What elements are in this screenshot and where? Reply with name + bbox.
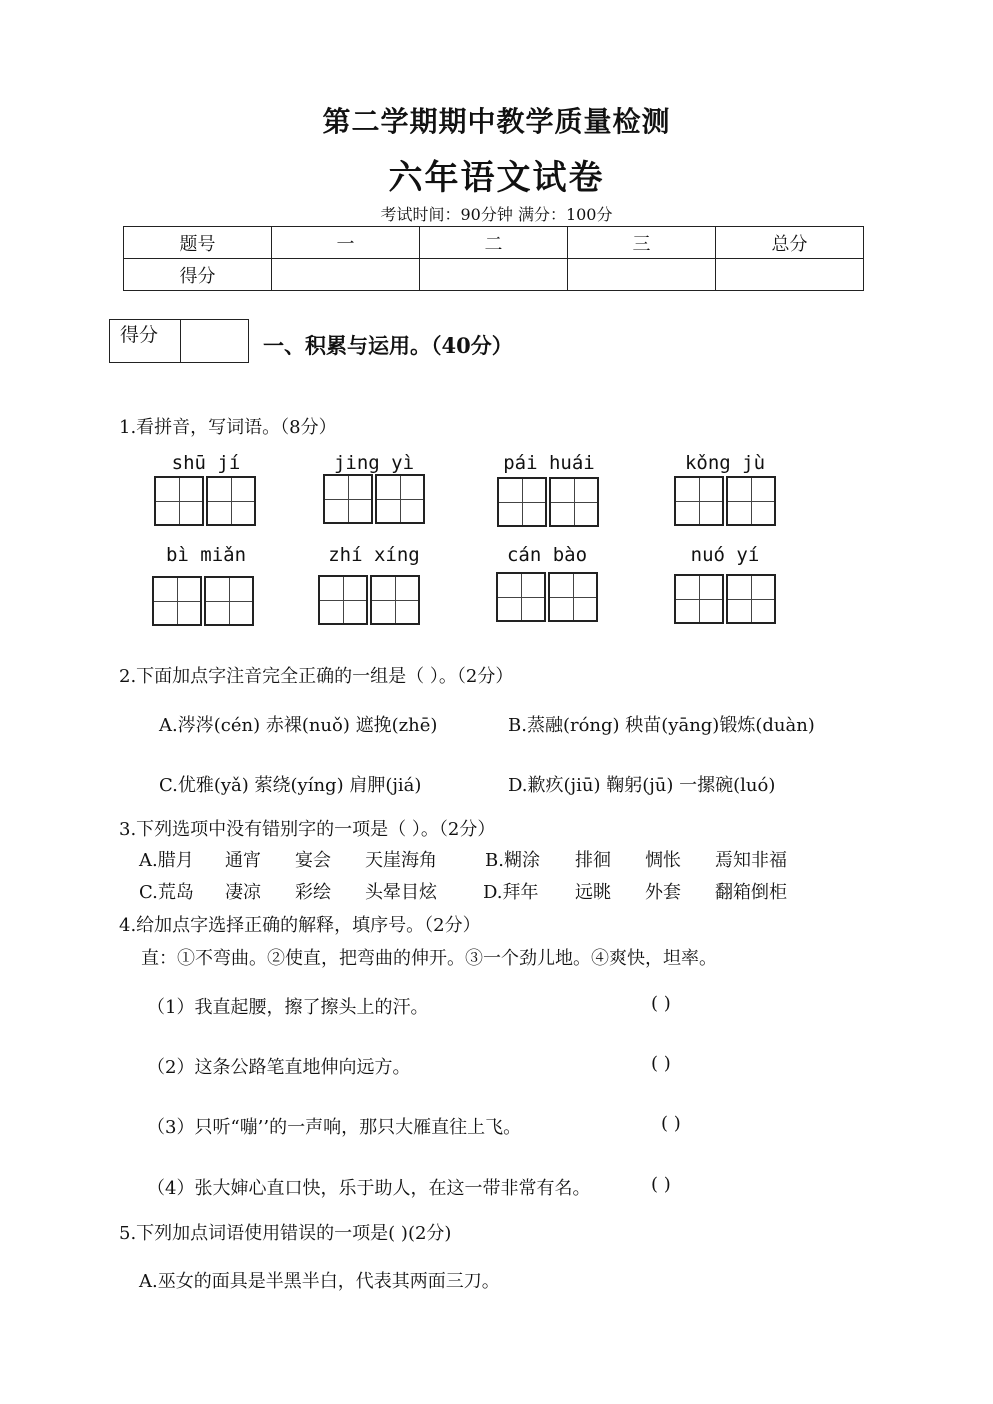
score-table-header-row: [124, 227, 864, 259]
score-table-blank-cell[interactable]: [272, 259, 420, 291]
option-d[interactable]: D.歉疚(jiū) 鞠躬(jū) 一摞碗(luó): [508, 775, 776, 796]
pinyin-label: pái huái: [503, 452, 595, 474]
question-1: 1.看拼音，写词语。（8分）: [119, 417, 337, 438]
score-table-blank-cell[interactable]: [716, 259, 864, 291]
pinyin-label: zhí xíng: [328, 544, 420, 566]
score-table: [123, 226, 864, 291]
option-a[interactable]: A.巫女的面具是半黑半白，代表其两面三刀。: [139, 1271, 500, 1292]
exam-title: 第二学期期中教学质量检测: [322, 105, 671, 138]
word-item: 排徊: [575, 850, 611, 871]
score-table-cell: 题号: [124, 227, 272, 259]
word-item: 翻箱倒柜: [715, 882, 787, 903]
pinyin-label: bì miǎn: [165, 544, 247, 566]
question-3: 3.下列选项中没有错别字的一项是（ ）。（2分）: [119, 819, 496, 840]
sub-question: （3）只听“嘣’’的一声响，那只大雁直往上飞。: [147, 1117, 522, 1138]
exam-subject-title: 六年语文试卷: [388, 158, 605, 198]
exam-info: 考试时间：90分钟 满分：100分: [380, 205, 613, 224]
pinyin-label: shū jí: [171, 452, 241, 474]
question-4: 4.给加点字选择正确的解释，填序号。（2分）: [119, 915, 481, 936]
pinyin-label: jing yì: [333, 452, 415, 474]
pinyin-label: nuó yí: [690, 544, 760, 566]
writing-grid-box[interactable]: [152, 576, 202, 626]
score-table-blank-cell[interactable]: [420, 259, 568, 291]
answer-blank[interactable]: ( ): [651, 993, 671, 1014]
word-item: 凄凉: [225, 882, 261, 903]
writing-grid-box[interactable]: [726, 476, 776, 526]
answer-blank[interactable]: ( ): [661, 1113, 681, 1134]
writing-grid-box[interactable]: [674, 476, 724, 526]
sub-question: （2）这条公路笔直地伸向远方。: [147, 1057, 411, 1078]
definition-list: 直：①不弯曲。②使直，把弯曲的伸开。③一个劲儿地。④爽快，坦率。: [141, 948, 717, 969]
writing-grid-box[interactable]: [548, 572, 598, 622]
writing-grid-box[interactable]: [323, 474, 373, 524]
writing-grid-box[interactable]: [726, 574, 776, 624]
writing-grid-box[interactable]: [674, 574, 724, 624]
section-title: 一、积累与运用。（40分）: [263, 333, 513, 358]
pinyin-label: cán bào: [506, 544, 588, 566]
score-table-score-row: [124, 259, 864, 291]
answer-blank[interactable]: ( ): [651, 1174, 671, 1195]
writing-grid-box[interactable]: [154, 476, 204, 526]
section-score-label: 得分: [120, 324, 159, 346]
writing-grid-box[interactable]: [370, 575, 420, 625]
section-score-divider: [180, 320, 181, 362]
word-item: 远眺: [575, 882, 611, 903]
option-a[interactable]: A.涔涔(cén) 赤裸(nuǒ) 遮挽(zhē): [159, 715, 438, 736]
score-table-cell: 三: [568, 227, 716, 259]
score-table-cell: 总分: [716, 227, 864, 259]
word-item: 头晕目炫: [365, 882, 437, 903]
sub-question: （1）我直起腰，擦了擦头上的汗。: [147, 997, 429, 1018]
score-table-cell: 二: [420, 227, 568, 259]
writing-grid-box[interactable]: [496, 572, 546, 622]
score-table-cell: 一: [272, 227, 420, 259]
word-item: 焉知非福: [715, 850, 787, 871]
writing-grid-box[interactable]: [204, 576, 254, 626]
writing-grid-box[interactable]: [375, 474, 425, 524]
option-b[interactable]: B.蒸融(róng) 秧苗(yāng)锻炼(duàn): [508, 715, 815, 736]
question-5: 5.下列加点词语使用错误的一项是( )(2分): [119, 1223, 452, 1244]
word-item: 通宵: [225, 850, 261, 871]
word-item: 彩绘: [295, 882, 331, 903]
word-item: 天崖海角: [365, 850, 437, 871]
question-2: 2.下面加点字注音完全正确的一组是（ ）。（2分）: [119, 666, 514, 687]
option-b[interactable]: B.糊涂: [485, 850, 540, 871]
pinyin-label: kǒng jù: [684, 452, 766, 474]
writing-grid-box[interactable]: [206, 476, 256, 526]
writing-grid-box[interactable]: [497, 477, 547, 527]
sub-question: （4）张大婶心直口快，乐于助人，在这一带非常有名。: [147, 1178, 591, 1199]
option-a[interactable]: A.腊月: [139, 850, 194, 871]
word-item: 惆怅: [645, 850, 681, 871]
option-c[interactable]: C.荒岛: [139, 882, 194, 903]
writing-grid-box[interactable]: [549, 477, 599, 527]
answer-blank[interactable]: ( ): [651, 1053, 671, 1074]
word-item: 宴会: [295, 850, 331, 871]
score-table-blank-cell[interactable]: [568, 259, 716, 291]
option-d[interactable]: D.拜年: [483, 882, 539, 903]
section-score-box: [109, 319, 249, 363]
writing-grid-box[interactable]: [318, 575, 368, 625]
score-table-cell: 得分: [124, 259, 272, 291]
option-c[interactable]: C.优雅(yǎ) 萦绕(yíng) 肩胛(jiá): [159, 775, 422, 796]
word-item: 外套: [645, 882, 681, 903]
